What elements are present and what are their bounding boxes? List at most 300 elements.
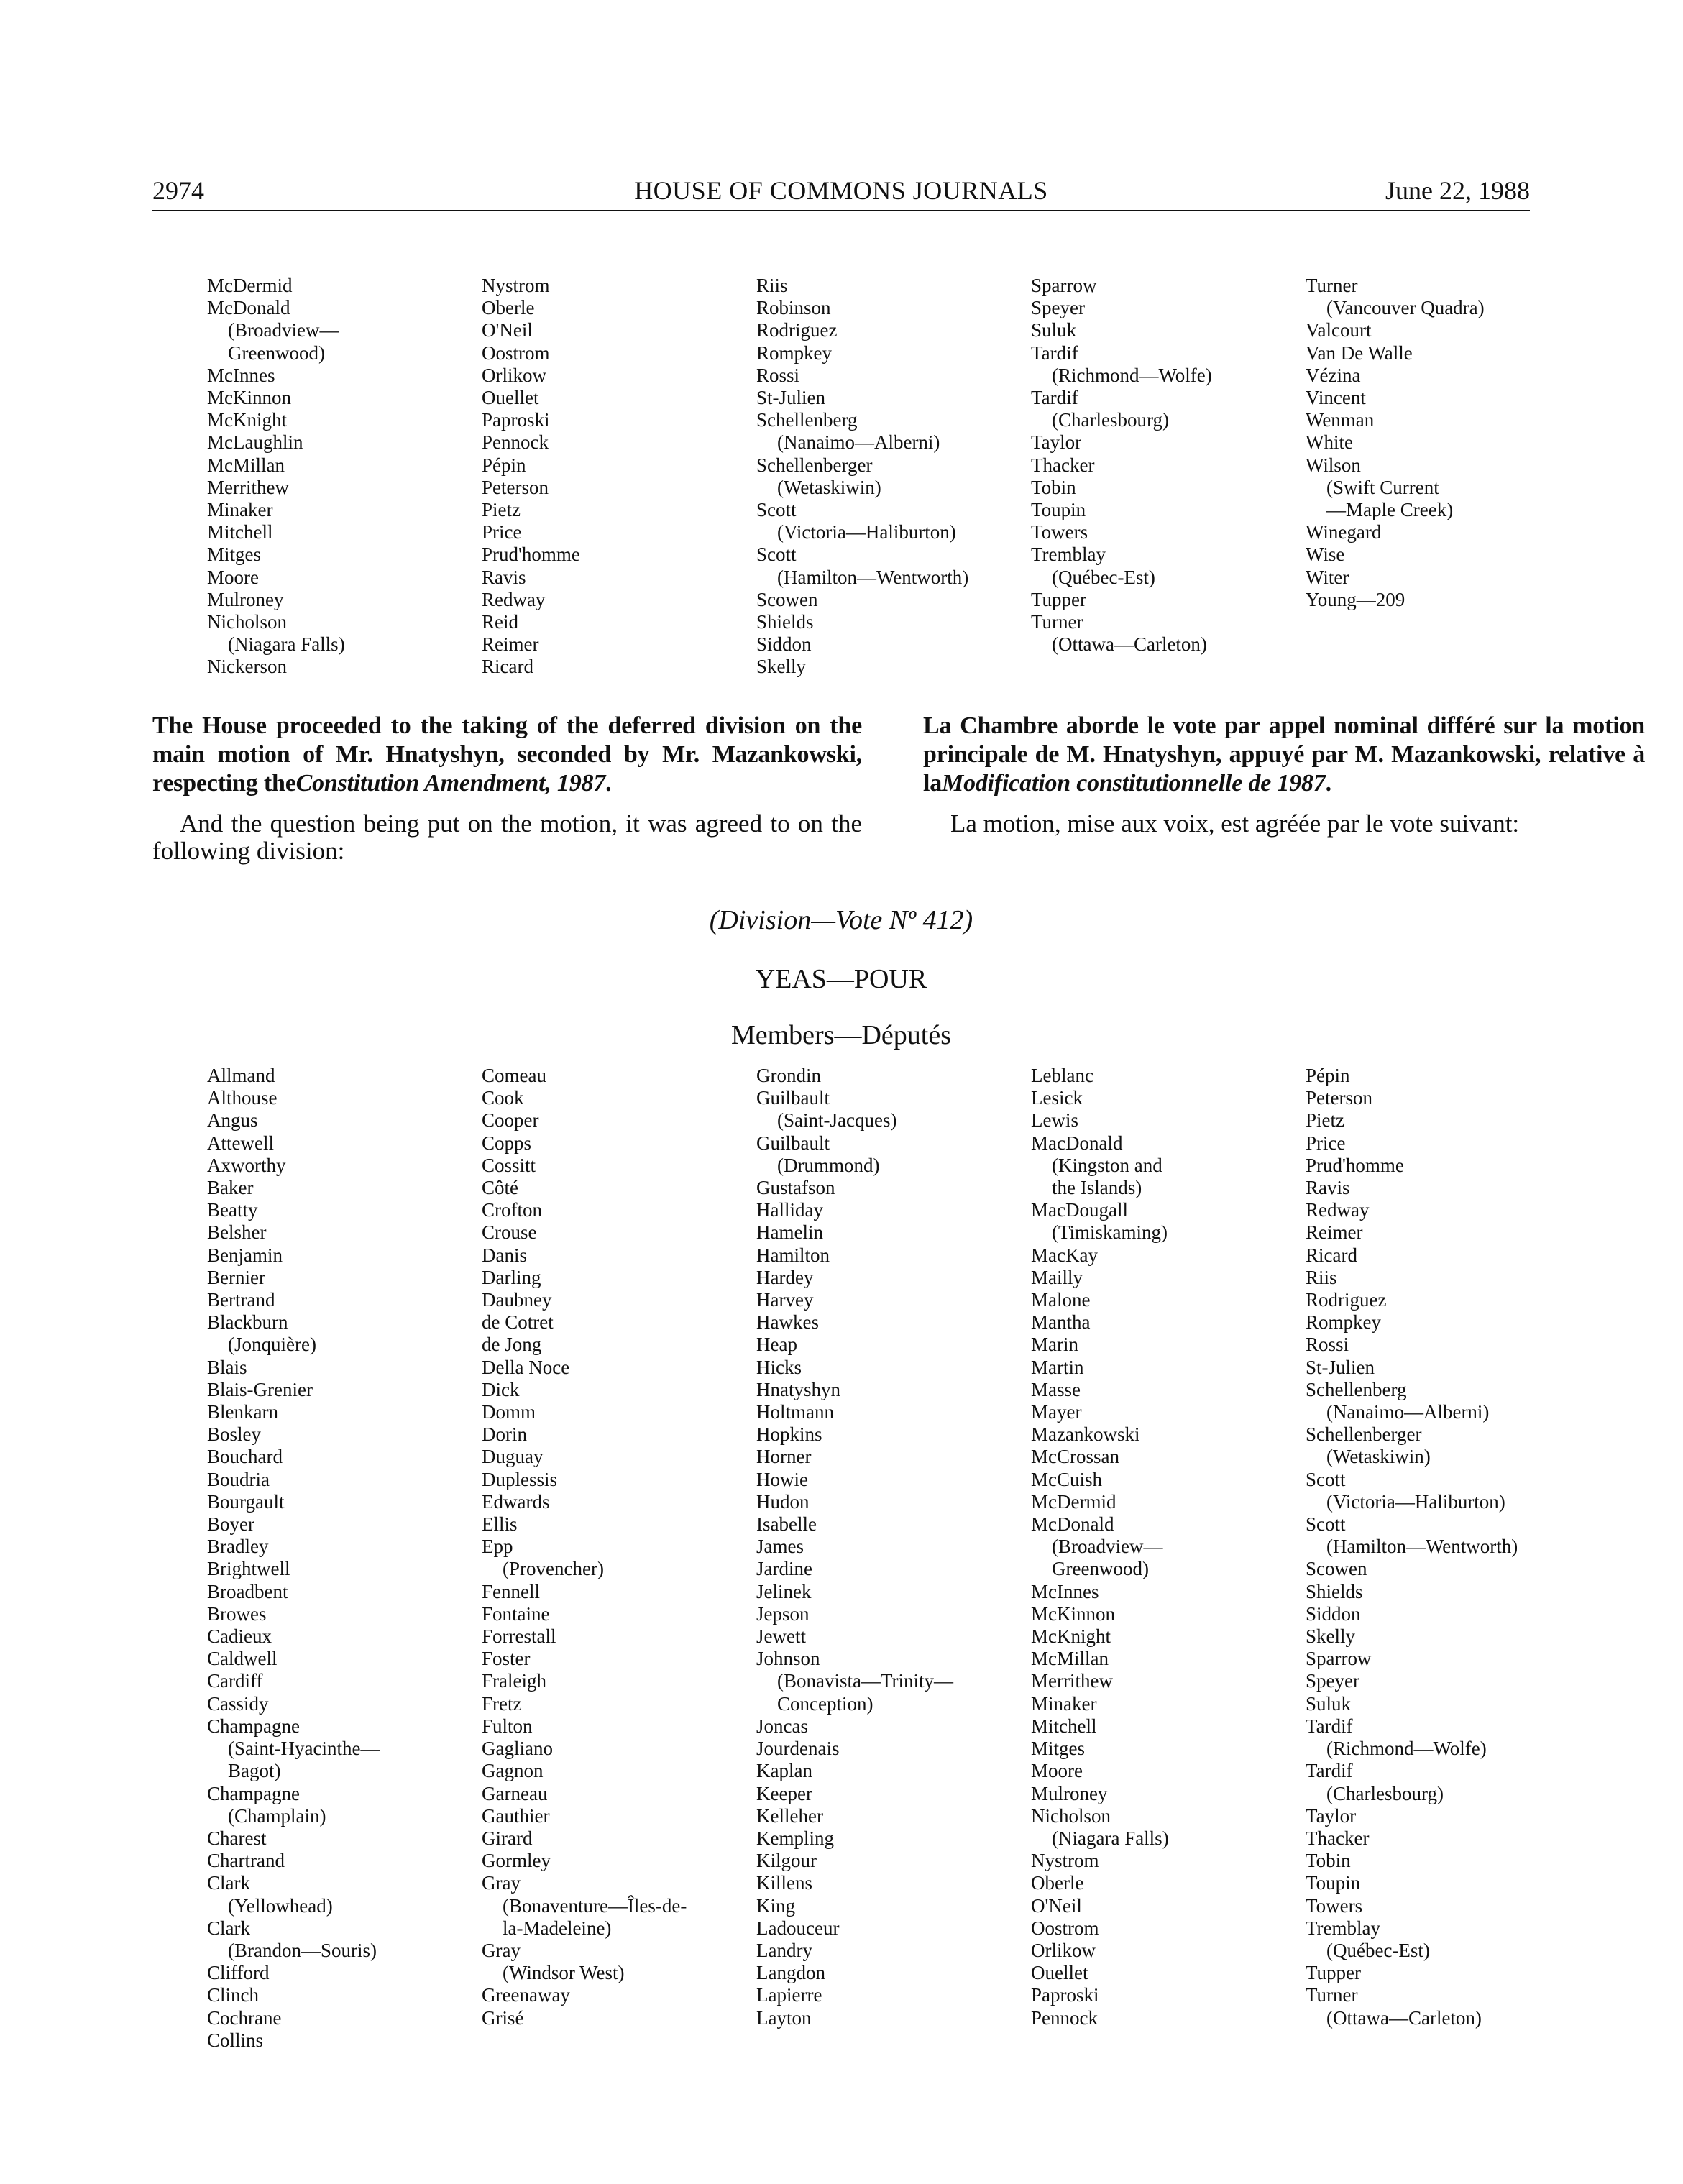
member-name: Siddon [756, 633, 812, 656]
member-name: Nystrom [1031, 1850, 1099, 1872]
member-column [1306, 275, 1580, 679]
member-name: Gormley [482, 1850, 551, 1872]
member-name: Cadieux [207, 1625, 272, 1648]
member-name: Moore [207, 566, 259, 588]
member-name: Orlikow [1031, 1939, 1096, 1961]
member-name: Belsher [207, 1221, 267, 1244]
member-name: Axworthy [207, 1154, 286, 1176]
member-name: McMillan [1031, 1648, 1109, 1670]
member-name: Oberle [482, 297, 535, 319]
yeas-heading: YEAS—POUR [755, 964, 927, 994]
member-name: Towers [1031, 521, 1088, 543]
member-name: Wise [1306, 543, 1345, 566]
english-proceeding-text: The House proceeded to the taking of the deferred division on the main motion of Mr. Hnatyshyn, seconded by Mr. Mazankowski, respecting the [152, 712, 862, 797]
member-name: Tupper [1031, 588, 1087, 610]
member-name: Johnson [756, 1648, 820, 1670]
member-name: Skelly [756, 656, 807, 678]
member-name: Merrithew [1031, 1670, 1113, 1692]
member-name: Tremblay [1031, 543, 1106, 566]
french-proceeding [923, 712, 1645, 798]
member-name: Fennell [482, 1580, 540, 1602]
member-name: Redway [482, 588, 546, 610]
member-riding: (Charlesbourg) [1326, 1782, 1444, 1804]
member-name: Prud'homme [482, 543, 580, 566]
member-name: Nicholson [207, 611, 287, 633]
member-riding: (Nanaimo—Alberni) [777, 431, 940, 454]
member-name: Gagnon [482, 1760, 544, 1782]
member-name: Jepson [756, 1602, 810, 1625]
member-name: St-Julien [1306, 1356, 1375, 1378]
member-name: Shields [1306, 1580, 1363, 1602]
member-name: Scott [1306, 1513, 1346, 1536]
member-name: Epp [482, 1536, 513, 1558]
member-name: Crouse [482, 1221, 537, 1244]
member-name: Halliday [756, 1199, 823, 1221]
member-name: Speyer [1031, 297, 1085, 319]
member-name: Layton [756, 2006, 812, 2029]
member-name: Garneau [482, 1782, 548, 1804]
member-name: Keeper [756, 1782, 812, 1804]
member-name: Oostrom [1031, 1917, 1099, 1939]
member-name: Ricard [482, 656, 533, 678]
member-name: Vézina [1306, 364, 1361, 386]
member-name: Darling [482, 1266, 541, 1288]
member-name: Bertrand [207, 1289, 275, 1311]
members-heading: Members—Députés [730, 1020, 952, 1050]
member-name: Baker [207, 1177, 254, 1199]
member-name: Edwards [482, 1490, 550, 1513]
member-name: Reimer [482, 633, 539, 656]
member-name: Robinson [756, 297, 831, 319]
member-name: Danis [482, 1244, 527, 1266]
member-name: Masse [1031, 1378, 1081, 1400]
member-riding: (Broadview— [228, 319, 339, 341]
member-name: Beatty [207, 1199, 258, 1221]
member-name: Pennock [1031, 2006, 1098, 2029]
member-name: Redway [1306, 1199, 1370, 1221]
member-riding: (Ottawa—Carleton) [1052, 633, 1207, 656]
header-rule [152, 210, 1530, 211]
member-name: Brightwell [207, 1558, 290, 1580]
member-name: Mailly [1031, 1266, 1083, 1288]
member-name: James [756, 1536, 804, 1558]
member-name: Tardif [1306, 1715, 1353, 1737]
member-name: Gray [482, 1939, 521, 1961]
member-riding: (Windsor West) [503, 1962, 625, 1984]
member-name: Gagliano [482, 1738, 553, 1760]
member-name: Toupin [1306, 1872, 1361, 1894]
member-name: Duguay [482, 1446, 544, 1468]
member-name: Shields [756, 611, 814, 633]
member-riding: (Charlesbourg) [1052, 409, 1169, 431]
member-name: Attewell [207, 1132, 274, 1154]
member-name: Siddon [1306, 1602, 1361, 1625]
member-name: Tremblay [1306, 1917, 1381, 1939]
member-name: Mulroney [1031, 1782, 1108, 1804]
member-name: Della Noce [482, 1356, 570, 1378]
member-name: Kilgour [756, 1850, 817, 1872]
member-name: Landry [756, 1939, 812, 1961]
member-name: Turner [1031, 611, 1083, 633]
member-name: Benjamin [207, 1244, 283, 1266]
member-column [756, 1065, 1031, 2052]
member-name: Malone [1031, 1289, 1091, 1311]
member-name: Leblanc [1031, 1065, 1093, 1086]
member-name: O'Neil [482, 319, 533, 341]
member-riding: Greenwood) [228, 341, 325, 364]
member-riding: (Brandon—Souris) [228, 1939, 377, 1961]
member-name: Duplessis [482, 1468, 558, 1490]
page-header [152, 175, 1530, 211]
member-name: Bradley [207, 1536, 269, 1558]
french-question: La motion, mise aux voix, est agréée par le vote suivant: [950, 809, 1520, 838]
member-name: Nicholson [1031, 1804, 1111, 1827]
member-name: Crofton [482, 1199, 542, 1221]
member-name: Joncas [756, 1715, 808, 1737]
member-name: McKinnon [1031, 1602, 1115, 1625]
member-name: Forrestall [482, 1625, 556, 1648]
member-name: Peterson [482, 476, 549, 498]
member-name: O'Neil [1031, 1894, 1082, 1917]
member-name: McInnes [1031, 1580, 1099, 1602]
member-name: Speyer [1306, 1670, 1359, 1692]
member-name: Harvey [756, 1289, 814, 1311]
french-column [923, 712, 1683, 838]
member-name: Cook [482, 1087, 524, 1109]
french-proceeding-italic: Modification constitutionnelle de 1987 [942, 770, 1326, 797]
member-name: Bouchard [207, 1446, 283, 1468]
english-proceeding-end: . [605, 770, 612, 797]
member-column [207, 1065, 482, 2052]
member-name: Holtmann [756, 1401, 834, 1423]
member-riding: Bagot) [228, 1760, 281, 1782]
member-name: Bosley [207, 1423, 262, 1446]
member-riding: la-Madeleine) [503, 1917, 612, 1939]
member-name: Toupin [1031, 499, 1086, 521]
member-riding: the Islands) [1052, 1177, 1142, 1199]
english-proceeding [152, 712, 862, 798]
member-name: Champagne [207, 1782, 300, 1804]
member-name: McDermid [207, 275, 293, 296]
member-name: McKinnon [207, 387, 291, 409]
member-name: Foster [482, 1648, 531, 1670]
member-riding: (Québec-Est) [1052, 566, 1155, 588]
member-name: Prud'homme [1306, 1154, 1404, 1176]
member-riding: (Wetaskiwin) [777, 476, 881, 498]
member-riding: (Champlain) [228, 1804, 326, 1827]
member-name: Guilbault [756, 1087, 830, 1109]
member-name: Gray [482, 1872, 521, 1894]
member-riding: —Maple Creek) [1326, 499, 1454, 521]
member-riding: (Niagara Falls) [1052, 1827, 1169, 1849]
member-name: Clark [207, 1917, 250, 1939]
member-name: Horner [756, 1446, 812, 1468]
member-name: Witer [1306, 566, 1349, 588]
top-member-columns [207, 275, 1580, 679]
member-name: Broadbent [207, 1580, 288, 1602]
division-label: (Division—Vote Nº 412) [709, 905, 973, 935]
member-name: Pietz [482, 499, 521, 521]
member-riding: (Drummond) [777, 1154, 880, 1176]
member-name: Valcourt [1306, 319, 1372, 341]
member-name: Hicks [756, 1356, 802, 1378]
member-name: Mitchell [1031, 1715, 1097, 1737]
member-name: Lewis [1031, 1109, 1078, 1132]
member-riding: (Niagara Falls) [228, 633, 345, 656]
member-name: Clifford [207, 1962, 270, 1984]
member-name: McMillan [207, 454, 285, 476]
english-column [152, 712, 862, 865]
member-name: Hudon [756, 1490, 810, 1513]
member-riding: Conception) [777, 1692, 873, 1715]
french-proceeding-end: . [1325, 770, 1331, 797]
member-name: Winegard [1306, 521, 1382, 543]
member-name: Isabelle [756, 1513, 817, 1536]
member-riding: (Hamilton—Wentworth) [1326, 1536, 1518, 1558]
proceedings-text [152, 712, 1645, 884]
english-question: And the question being put on the motion, it was agreed to on the following division: [152, 809, 862, 865]
member-name: Hawkes [756, 1311, 819, 1334]
member-riding: (Victoria—Haliburton) [1326, 1490, 1505, 1513]
member-name: Van De Walle [1306, 341, 1413, 364]
member-name: Rodriguez [1306, 1289, 1387, 1311]
member-name: Nystrom [482, 275, 550, 296]
member-name: Thacker [1306, 1827, 1370, 1849]
member-column [1031, 1065, 1306, 2052]
member-name: Ellis [482, 1513, 518, 1536]
member-column [756, 275, 1031, 679]
journal-title: HOUSE OF COMMONS JOURNALS [634, 176, 1048, 205]
member-name: Reimer [1306, 1221, 1363, 1244]
member-name: McDermid [1031, 1490, 1116, 1513]
member-name: Tardif [1031, 387, 1078, 409]
member-name: Blackburn [207, 1311, 288, 1334]
member-name: Pépin [482, 454, 526, 476]
member-riding: (Bonaventure—Îles-de- [503, 1894, 687, 1917]
member-name: Clinch [207, 1984, 259, 2006]
member-name: Angus [207, 1109, 258, 1132]
member-name: Mitges [207, 543, 262, 566]
member-name: Blenkarn [207, 1401, 278, 1423]
member-name: MacDougall [1031, 1199, 1128, 1221]
member-name: Scott [756, 543, 797, 566]
member-name: McCuish [1031, 1468, 1103, 1490]
member-name: Wilson [1306, 454, 1361, 476]
member-name: Ouellet [482, 387, 539, 409]
member-name: Paproski [482, 409, 550, 431]
member-name: Riis [756, 275, 788, 296]
member-name: Clark [207, 1872, 250, 1894]
member-riding: (Broadview— [1052, 1536, 1163, 1558]
member-name: Young—209 [1306, 588, 1405, 610]
member-name: Oberle [1031, 1872, 1084, 1894]
member-name: Thacker [1031, 454, 1095, 476]
member-name: MacKay [1031, 1244, 1098, 1266]
member-name: Sparrow [1306, 1648, 1372, 1670]
member-name: Tupper [1306, 1962, 1362, 1984]
member-name: Gustafson [756, 1177, 835, 1199]
member-name: Chartrand [207, 1850, 285, 1872]
member-name: Mazankowski [1031, 1423, 1140, 1446]
member-riding: (Wetaskiwin) [1326, 1446, 1431, 1468]
member-riding: (Jonquière) [228, 1334, 316, 1356]
member-name: Mayer [1031, 1401, 1082, 1423]
member-name: St-Julien [756, 387, 826, 409]
member-name: Pépin [1306, 1065, 1350, 1086]
member-name: Fraleigh [482, 1670, 546, 1692]
member-name: Ravis [482, 566, 526, 588]
member-name: Pennock [482, 431, 549, 454]
member-name: Grondin [756, 1065, 821, 1086]
member-riding: (Richmond—Wolfe) [1326, 1738, 1487, 1760]
member-name: de Jong [482, 1334, 542, 1356]
member-name: Scowen [756, 588, 818, 610]
member-name: Lapierre [756, 1984, 822, 2006]
member-column [207, 275, 482, 679]
member-name: Paproski [1031, 1984, 1099, 2006]
member-name: Rossi [1306, 1334, 1349, 1356]
journal-date: June 22, 1988 [1385, 176, 1530, 205]
member-name: White [1306, 431, 1353, 454]
member-name: de Cotret [482, 1311, 554, 1334]
member-name: Lesick [1031, 1087, 1083, 1109]
member-name: Schellenberg [1306, 1378, 1407, 1400]
member-name: Caldwell [207, 1648, 278, 1670]
member-name: Schellenberg [756, 409, 858, 431]
member-riding: (Nanaimo—Alberni) [1326, 1401, 1490, 1423]
member-name: Fretz [482, 1692, 522, 1715]
member-name: Kempling [756, 1827, 834, 1849]
member-name: Taylor [1306, 1804, 1357, 1827]
member-name: Blais-Grenier [207, 1378, 313, 1400]
member-name: Boyer [207, 1513, 254, 1536]
member-name: Champagne [207, 1715, 300, 1737]
member-name: Rompkey [756, 341, 832, 364]
member-name: Scowen [1306, 1558, 1367, 1580]
member-name: Bourgault [207, 1490, 285, 1513]
member-name: Vincent [1306, 387, 1366, 409]
page-number: 2974 [152, 176, 204, 205]
member-name: Mitchell [207, 521, 273, 543]
member-name: McInnes [207, 364, 275, 386]
member-name: Price [482, 521, 522, 543]
member-name: Guilbault [756, 1132, 830, 1154]
member-name: Allmand [207, 1065, 275, 1086]
member-name: Cossitt [482, 1154, 536, 1176]
member-name: Greenaway [482, 1984, 570, 2006]
member-name: Dorin [482, 1423, 527, 1446]
member-name: Hopkins [756, 1423, 822, 1446]
member-name: Wenman [1306, 409, 1375, 431]
member-name: Rodriguez [756, 319, 838, 341]
member-name: Tardif [1031, 341, 1078, 364]
member-name: Langdon [756, 1962, 825, 1984]
member-riding: (Saint-Hyacinthe— [228, 1738, 380, 1760]
member-name: Tobin [1031, 476, 1076, 498]
member-name: Hamilton [756, 1244, 830, 1266]
member-name: McKnight [207, 409, 287, 431]
member-name: McDonald [1031, 1513, 1114, 1536]
member-riding: Greenwood) [1052, 1558, 1149, 1580]
member-name: McDonald [207, 297, 290, 319]
english-proceeding-italic: Constitution Amendment, 1987 [295, 770, 606, 797]
member-name: Schellenberger [1306, 1423, 1422, 1446]
member-name: Suluk [1031, 319, 1077, 341]
member-name: Domm [482, 1401, 536, 1423]
member-name: Minaker [1031, 1692, 1097, 1715]
member-name: Dick [482, 1378, 520, 1400]
member-name: Charest [207, 1827, 267, 1849]
member-name: Bernier [207, 1266, 265, 1288]
member-name: Kaplan [756, 1760, 812, 1782]
member-name: Jourdenais [756, 1738, 840, 1760]
member-name: Boudria [207, 1468, 270, 1490]
member-name: Hamelin [756, 1221, 823, 1244]
member-name: Scott [1306, 1468, 1346, 1490]
member-riding: (Vancouver Quadra) [1326, 297, 1485, 319]
member-riding: (Yellowhead) [228, 1894, 333, 1917]
member-name: Ouellet [1031, 1962, 1088, 1984]
member-name: Scott [756, 499, 797, 521]
member-riding: (Swift Current [1326, 476, 1439, 498]
member-name: Blais [207, 1356, 247, 1378]
member-name: Towers [1306, 1894, 1363, 1917]
member-name: Ricard [1306, 1244, 1357, 1266]
member-name: Cassidy [207, 1692, 269, 1715]
member-column [1031, 275, 1306, 679]
member-name: Kelleher [756, 1804, 823, 1827]
member-name: Pietz [1306, 1109, 1344, 1132]
member-name: Althouse [207, 1087, 278, 1109]
member-name: Oostrom [482, 341, 550, 364]
member-name: Riis [1306, 1266, 1337, 1288]
member-name: Heap [756, 1334, 797, 1356]
member-name: Schellenberger [756, 454, 873, 476]
member-name: Skelly [1306, 1625, 1356, 1648]
member-name: Fontaine [482, 1602, 550, 1625]
member-name: Gauthier [482, 1804, 550, 1827]
member-name: Rompkey [1306, 1311, 1381, 1334]
member-name: Côté [482, 1177, 518, 1199]
member-name: Jelinek [756, 1580, 812, 1602]
member-name: Turner [1306, 275, 1358, 296]
yeas-member-columns [207, 1065, 1580, 2052]
member-name: Merrithew [207, 476, 289, 498]
member-name: Howie [756, 1468, 808, 1490]
member-name: Peterson [1306, 1087, 1372, 1109]
member-name: Girard [482, 1827, 533, 1849]
member-name: Rossi [756, 364, 800, 386]
member-name: Suluk [1306, 1692, 1352, 1715]
member-name: Cardiff [207, 1670, 263, 1692]
member-name: Hnatyshyn [756, 1378, 840, 1400]
member-name: Jardine [756, 1558, 812, 1580]
member-name: Cochrane [207, 2006, 282, 2029]
member-name: Marin [1031, 1334, 1078, 1356]
member-name: Cooper [482, 1109, 539, 1132]
member-name: Martin [1031, 1356, 1084, 1378]
member-name: MacDonald [1031, 1132, 1123, 1154]
member-column [1306, 1065, 1580, 2052]
member-name: Orlikow [482, 364, 546, 386]
member-riding: (Kingston and [1052, 1154, 1162, 1176]
member-name: Ladouceur [756, 1917, 840, 1939]
member-name: McLaughlin [207, 431, 303, 454]
member-riding: (Timiskaming) [1052, 1221, 1168, 1244]
member-name: Nickerson [207, 656, 287, 678]
member-name: Price [1306, 1132, 1346, 1154]
member-riding: (Saint-Jacques) [777, 1109, 897, 1132]
